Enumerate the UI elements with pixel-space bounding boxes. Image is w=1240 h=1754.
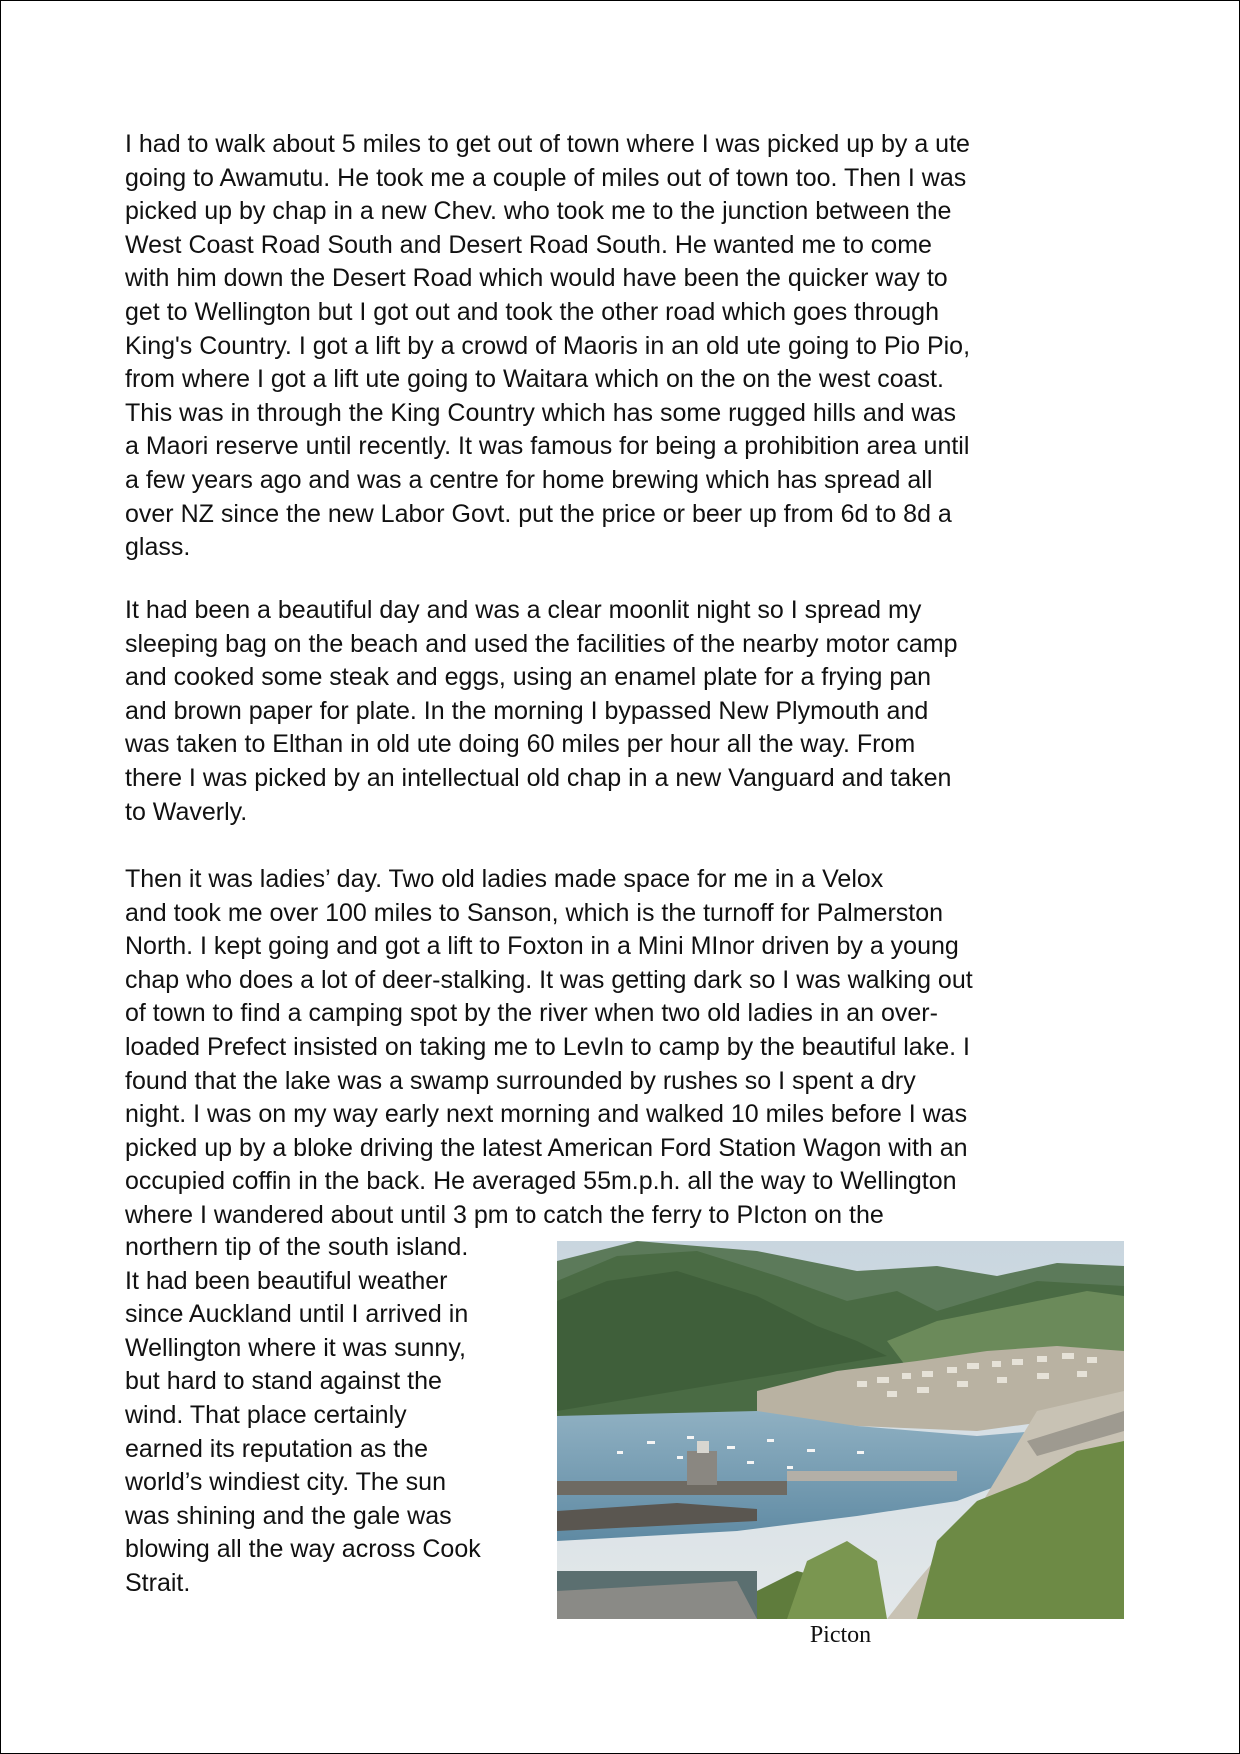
text-line: but hard to stand against the bbox=[125, 1367, 442, 1396]
text-line: loaded Prefect insisted on taking me to LevIn to camp by the beautiful lake. I bbox=[125, 1032, 970, 1061]
text-line: northern tip of the south island. bbox=[125, 1233, 469, 1261]
text-line: glass. bbox=[125, 533, 191, 562]
text-line: earned its reputation as the bbox=[125, 1434, 428, 1463]
text-line: blowing all the way across Cook bbox=[125, 1535, 481, 1564]
text-line: going to Awamutu. He took me a couple of miles out of town too. Then I was bbox=[125, 163, 967, 192]
text-line: This was in through the King Country which has some rugged hills and was bbox=[125, 398, 956, 427]
text-line: and took me over 100 miles to Sanson, which is the turnoff for Palmerston bbox=[125, 898, 944, 927]
text-line: occupied coffin in the back. He averaged 55m.p.h. all the way to Wellington bbox=[125, 1167, 957, 1196]
paragraph-3 bbox=[125, 863, 1117, 1233]
text-line: was taken to Elthan in old ute doing 60 miles per hour all the way. From bbox=[125, 730, 916, 759]
photo-caption: Picton bbox=[809, 1622, 872, 1648]
text-line: picked up by a bloke driving the latest American Ford Station Wagon with an bbox=[125, 1133, 968, 1162]
text-line: and cooked some steak and eggs, using an enamel plate for a frying pan bbox=[125, 663, 932, 692]
text-line: with him down the Desert Road which would have been the quicker way to bbox=[125, 264, 948, 293]
text-line: Then it was ladies’ day. Two old ladies made space for me in a Velox bbox=[125, 865, 884, 893]
text-line: chap who does a lot of deer-stalking. It was getting dark so I was walking out bbox=[125, 965, 973, 994]
harbour-illustration bbox=[557, 1241, 1124, 1619]
text-line: a few years ago and was a centre for home brewing which has spread all bbox=[125, 465, 933, 494]
text-line: King's Country. I got a lift by a crowd of Maoris in an old ute going to Pio Pio, bbox=[125, 331, 971, 360]
text-line: since Auckland until I arrived in bbox=[125, 1300, 469, 1329]
text-line: Wellington where it was sunny, bbox=[125, 1333, 466, 1362]
text-line: night. I was on my way early next morning and walked 10 miles before I was bbox=[125, 1100, 968, 1129]
text-line: It had been a beautiful day and was a clear moonlit night so I spread my bbox=[125, 596, 922, 624]
text-line: there I was picked by an intellectual old chap in a new Vanguard and taken bbox=[125, 763, 952, 792]
picton-harbour-photo bbox=[557, 1241, 1124, 1619]
text-line: where I wandered about until 3 pm to catch the ferry to PIcton on the bbox=[125, 1200, 884, 1229]
text-line: sleeping bag on the beach and used the facilities of the nearby motor camp bbox=[125, 629, 958, 658]
paragraph-3-continuation bbox=[125, 1231, 545, 1601]
text-line: I had to walk about 5 miles to get out of town where I was picked up by a ute bbox=[125, 130, 970, 158]
paragraph-2 bbox=[125, 594, 1117, 829]
text-line: over NZ since the new Labor Govt. put the price or beer up from 6d to 8d a bbox=[125, 499, 952, 528]
text-line: and brown paper for plate. In the morning I bypassed New Plymouth and bbox=[125, 696, 929, 725]
text-line: found that the lake was a swamp surrounded by rushes so I spent a dry bbox=[125, 1066, 916, 1095]
text-line: world’s windiest city. The sun bbox=[125, 1468, 446, 1497]
text-line: North. I kept going and got a lift to Foxton in a Mini MInor driven by a young bbox=[125, 932, 959, 961]
text-line: West Coast Road South and Desert Road South. He wanted me to come bbox=[125, 230, 932, 259]
text-line: a Maori reserve until recently. It was famous for being a prohibition area until bbox=[125, 432, 970, 461]
text-line: Strait. bbox=[125, 1568, 191, 1597]
paragraph-1 bbox=[125, 128, 1117, 565]
text-line: to Waverly. bbox=[125, 797, 248, 826]
text-line: get to Wellington but I got out and took the other road which goes through bbox=[125, 297, 939, 326]
text-line: It had been beautiful weather bbox=[125, 1266, 448, 1295]
text-line: of town to find a camping spot by the river when two old ladies in an over- bbox=[125, 999, 938, 1028]
text-line: wind. That place certainly bbox=[125, 1400, 407, 1429]
text-line: was shining and the gale was bbox=[125, 1501, 452, 1530]
text-line: from where I got a lift ute going to Waitara which on the on the west coast. bbox=[125, 365, 944, 394]
text-line: picked up by chap in a new Chev. who took me to the junction between the bbox=[125, 197, 952, 226]
